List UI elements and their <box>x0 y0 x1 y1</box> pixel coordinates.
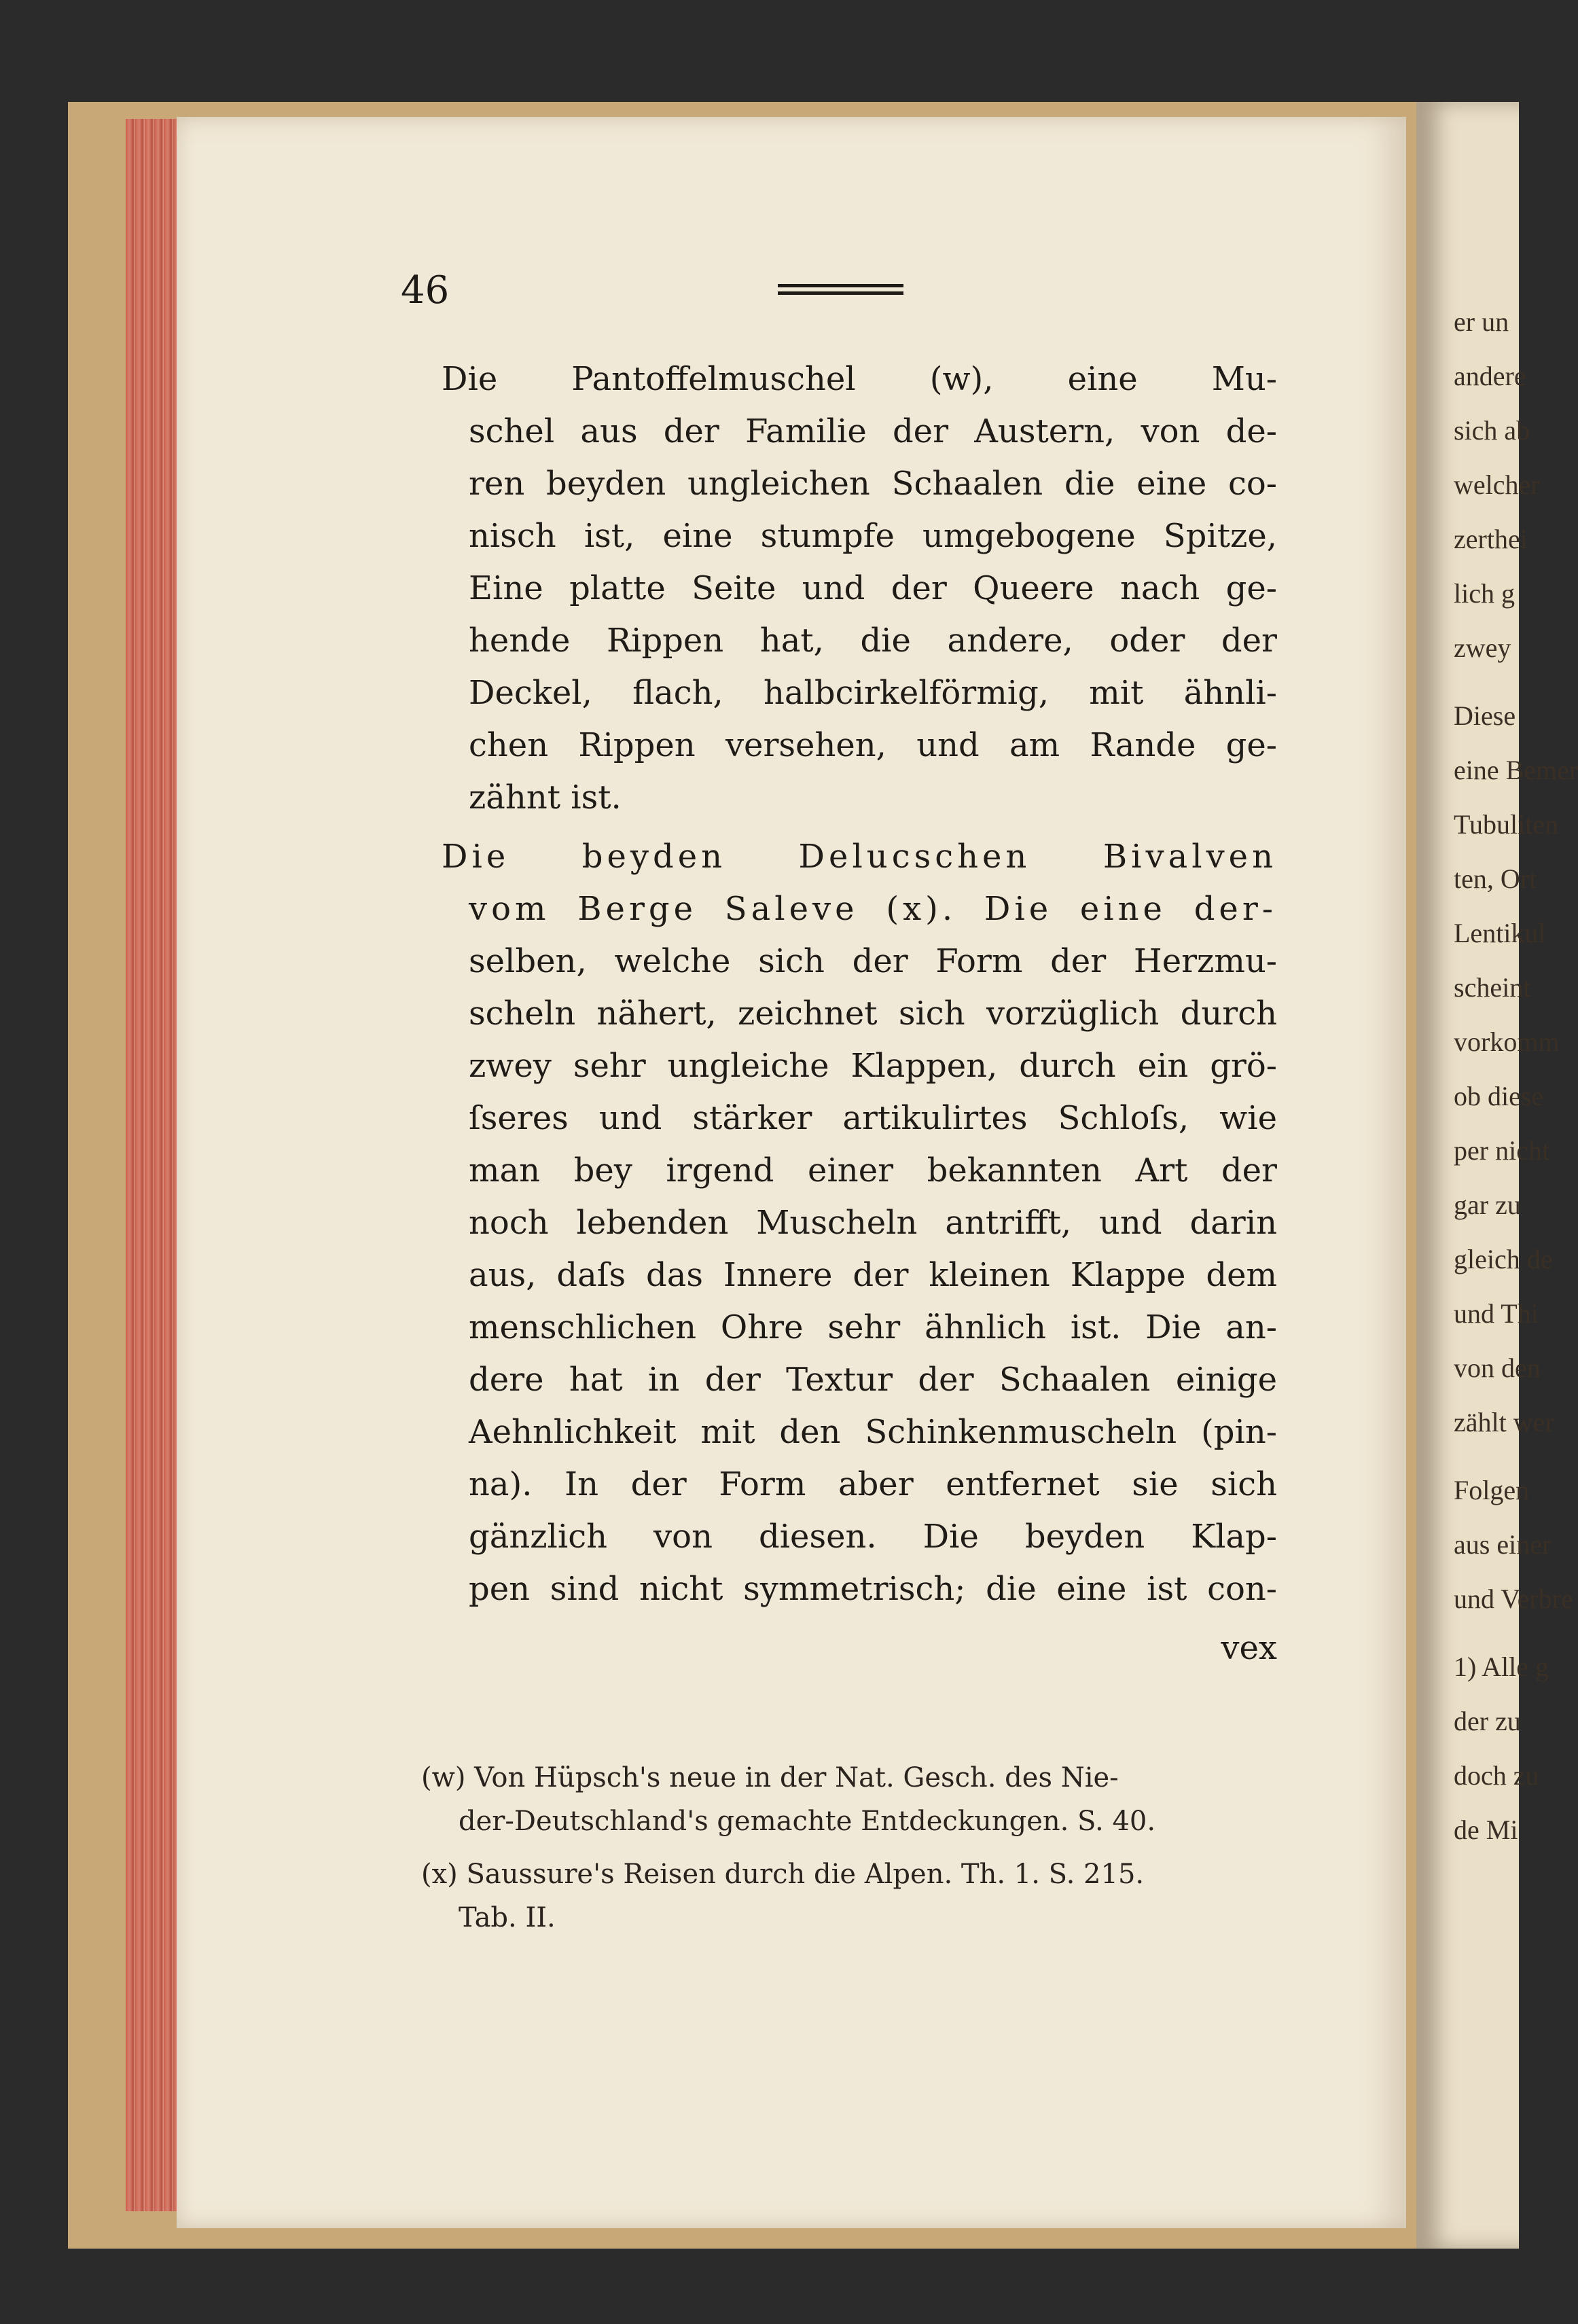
text-line: chen Rippen versehen, und am Rande ge- <box>469 726 1277 764</box>
facing-text: von den <box>1454 1353 1541 1383</box>
footnote-x <box>421 1853 1284 1939</box>
text-line: nisch ist, eine stumpfe umgebogene Spitze, <box>469 517 1277 555</box>
text-line: aus, daſs das Innere der kleinen Klappe dem <box>469 1256 1277 1294</box>
facing-text: per nicht <box>1454 1135 1550 1166</box>
page-edges <box>126 119 181 2211</box>
text-line: zwey sehr ungleiche Klappen, durch ein grö- <box>469 1047 1277 1085</box>
text-line: Die beyden Delucschen Bivalven <box>442 838 1277 876</box>
facing-text: welcher <box>1454 469 1540 500</box>
facing-text: ten, Ort <box>1454 863 1537 894</box>
text-line: na). In der Form aber entfernet sie sich <box>469 1465 1277 1503</box>
text-line: man bey irgend einer bekannten Art der <box>469 1151 1277 1190</box>
footnotes <box>421 1756 1284 1949</box>
text-line: pen sind nicht symmetrisch; die eine ist con- <box>469 1570 1277 1608</box>
facing-text: andere <box>1454 361 1526 391</box>
page-number: 46 <box>401 268 450 312</box>
text-line: scheln nähert, zeichnet sich vorzüglich durch <box>469 995 1277 1033</box>
facing-text: Folgen <box>1454 1475 1530 1505</box>
facing-text: aus einer <box>1454 1529 1552 1560</box>
text-line: schel aus der Familie der Austern, von de- <box>469 412 1277 450</box>
facing-text: zwey <box>1454 632 1511 663</box>
facing-text: er un <box>1454 306 1509 337</box>
facing-text: 1) Alle g <box>1454 1651 1549 1682</box>
entry-9 <box>442 353 1277 824</box>
facing-text: scheint <box>1454 972 1531 1003</box>
facing-text: gar zu <box>1454 1190 1521 1220</box>
text-line: Deckel, flach, halbcirkelförmig, mit ähnli- <box>469 674 1277 712</box>
footnote-line: Tab. II. <box>459 1902 556 1933</box>
facing-text: sich ab <box>1454 415 1530 446</box>
footnote-line: der-Deutschland's gemachte Entdeckungen. S. 40. <box>459 1806 1156 1837</box>
text-line: menschlichen Ohre sehr ähnlich ist. Die an- <box>469 1308 1277 1346</box>
facing-text: Lentikul <box>1454 918 1546 948</box>
facing-text: Diese <box>1454 700 1516 731</box>
footnote-line: (w) Von Hüpsch's neue in der Nat. Gesch. des Nie- <box>421 1762 1119 1793</box>
facing-text: vorkomm <box>1454 1026 1560 1057</box>
entry-10 <box>442 831 1277 1615</box>
text-line: Aehnlichkeit mit den Schinkenmuscheln (pin- <box>469 1413 1277 1451</box>
facing-text: Tubuliten <box>1454 809 1559 840</box>
text-line: gänzlich von diesen. Die beyden Klap- <box>469 1518 1277 1556</box>
facing-text: und Verbre <box>1454 1584 1573 1614</box>
catchword: vex <box>1221 1629 1277 1667</box>
text-line: vom Berge Saleve (x). Die eine der- <box>469 890 1277 928</box>
facing-text: eine Bemer <box>1454 755 1578 785</box>
footnote-w <box>421 1756 1284 1843</box>
facing-text: und Thi <box>1454 1298 1539 1329</box>
facing-text: lich g <box>1454 578 1515 609</box>
text-line: hende Rippen hat, die andere, oder der <box>469 622 1277 660</box>
header-ornament <box>778 284 903 295</box>
text-line: ſseres und stärker artikulirtes Schloſs, wie <box>469 1099 1277 1137</box>
text-line: Die Pantoffelmuschel (w), eine Mu- <box>442 360 1277 398</box>
facing-text: zählt wer <box>1454 1407 1554 1437</box>
text-line: Eine platte Seite und der Queere nach ge- <box>469 569 1277 607</box>
facing-text: zerthei <box>1454 524 1528 554</box>
facing-text: ob diese <box>1454 1081 1544 1111</box>
text-line: noch lebenden Muscheln antrifft, und darin <box>469 1204 1277 1242</box>
facing-text: gleich de <box>1454 1244 1553 1274</box>
text-line: zähnt ist. <box>469 779 622 817</box>
facing-page <box>1416 102 1578 2249</box>
text-line: ren beyden ungleichen Schaalen die eine co- <box>469 465 1277 503</box>
body-text <box>442 353 1277 1675</box>
text-line: selben, welche sich der Form der Herzmu- <box>469 942 1277 980</box>
facing-text: doch zu <box>1454 1760 1539 1791</box>
text-line: dere hat in der Textur der Schaalen einige <box>469 1361 1277 1399</box>
facing-text: de Mi <box>1454 1814 1518 1845</box>
facing-text: der zu <box>1454 1706 1521 1736</box>
footnote-line: (x) Saussure's Reisen durch die Alpen. Th. 1. S. 215. <box>421 1859 1145 1890</box>
